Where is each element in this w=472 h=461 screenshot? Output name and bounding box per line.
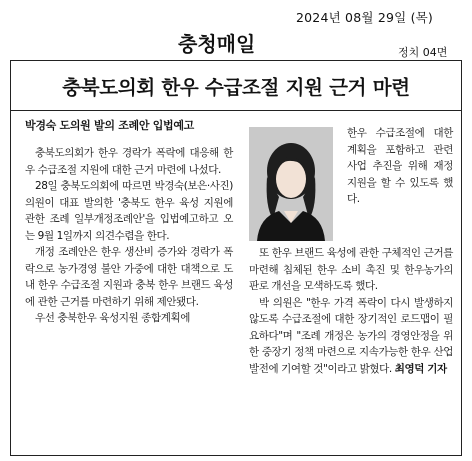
- headline-box: [11, 61, 461, 111]
- newspaper-name: 충청매일: [178, 32, 256, 56]
- article-paragraph: 충북도의회가 한우 경락가 폭락에 대응해 한우 수급조절 지원에 대한 근거 마련에 나섰다.: [25, 147, 233, 176]
- article-paragraph: 개정 조례안은 한우 생산비 증가와 경락가 폭락으로 농가경영 불안 가중에 대한 대책으로 도내 한우 수급조절 지원과 충북 한우 브랜드 육성에 관한 근거를 마련하기 위해 제안됐다.: [25, 246, 233, 308]
- article-subheadline: 박경숙 도의원 발의 조례안 입법예고: [25, 119, 195, 132]
- article-paragraph: 28일 충북도의회에 따르면 박경숙(보은·사진) 의원이 대표 발의한 '충북도 한우 육성 지원에 관한 조례 일부개정조례안'을 입법예고하고 오는 9월 1일까지 의견수렴을 한다.: [25, 180, 233, 242]
- masthead: [0, 0, 472, 60]
- quote-text: 박 의원은 "한우 가격 폭락이 다시 발생하지 않도록 수급조절에 대한 장기적인 로드맵이 필요하다"며 "조례 개정은 농가의 경영안정을 위한 중장기 정책 마련으로 지속가능한 한우 산업 발전에 기여할 것"이라고 밝혔다.: [249, 296, 453, 375]
- portrait-image: [249, 127, 333, 241]
- article-column-right-bottom: [249, 245, 453, 377]
- article-byline: 최영덕 기자: [394, 362, 447, 375]
- article-column-left: [25, 119, 233, 327]
- councilor-portrait-photo: [249, 127, 333, 241]
- publication-date: 2024년 08월 29일 (목): [296, 10, 433, 25]
- page-section-info: 정치 04면: [398, 46, 448, 59]
- article-paragraph: 한우 수급조절에 대한 계획을 포함하고 관련 사업 추진을 위해 재정 지원을 할 수 있도록 했다.: [347, 127, 453, 205]
- article-frame: [10, 60, 462, 456]
- article-headline: 충북도의회 한우 수급조절 지원 근거 마련: [62, 76, 410, 99]
- article-column-right-top: [347, 125, 453, 208]
- article-paragraph: 또 한우 브랜드 육성에 관한 구체적인 근거를 마련해 침체된 한우 소비 촉진 및 한우농가의 판로 개선을 모색하도록 했다.: [249, 247, 453, 292]
- article-paragraph-quote: [249, 295, 453, 378]
- article-paragraph: 우선 충북한우 육성지원 종합계획에: [35, 312, 190, 324]
